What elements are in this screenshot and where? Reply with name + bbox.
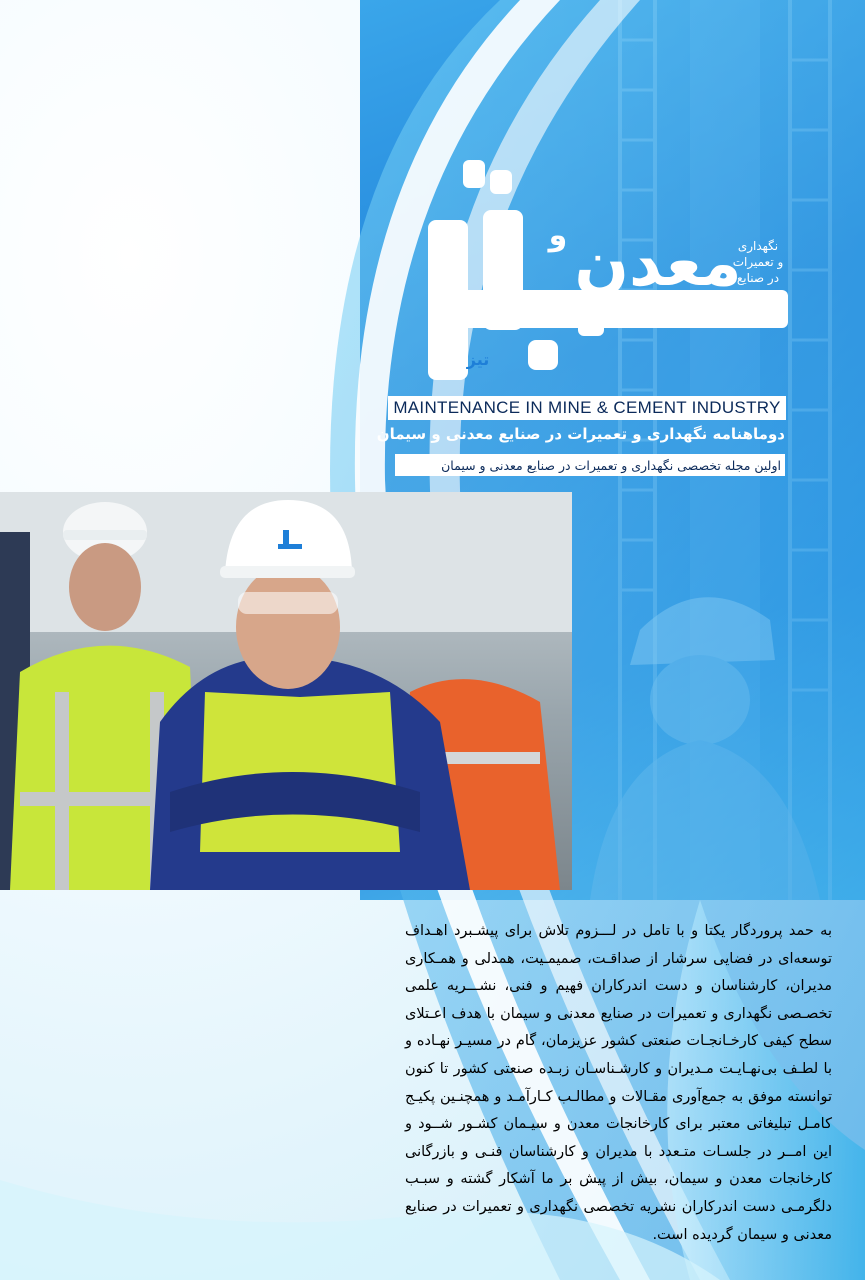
intro-paragraph: به حمد پروردگار یکتا و با تامل در لـــزوم تلاش برای پیشـبرد اهـداف توسعه‌ای در فضایی سرشار از صداقـت، صمیمـیت، همدلی و همـکاری مدیران، کارشناسان و دست اندرکاران فهیم و فنی، نشـــریه علمی تخصـصی نگهداری و تعمیرات در صنایع معدنی و سیمان با هدف اعـتلای سطح کیفی کارخـانجـات صنعتی کشور عزیزمان، گام در مسیـر نهـاده و با لطـف بی‌نهـایـت مـدیران و کارشـناسـان زبـده صنعتی کشور تا کنون توانسته موفق به جمع‌آوری مقـالات و مطالـب کـارآمـد و همچنـین پکیـج کامـل تبلیغاتی معتبر برای کارخانجات معدن و سیـمان کشـور شــود و این امــر در جلسـات متـعدد با مدیران و کارشناسان فنـی و بازرگانی کارخانجات معدن و سیمان، بیش از پیش بر ما آشکار گشته و سبـب دلگرمـی دست اندرکاران نشریه تخصصی نگهداری و تعمیرات در صنایع معدنی و سیمان گردیده است. <box>405 923 832 1243</box>
logo-side-line-2: و تعمیرات <box>732 255 784 269</box>
logo-connector-text: و <box>548 218 568 253</box>
english-title-banner: MAINTENANCE IN MINE & CEMENT INDUSTRY <box>388 396 786 420</box>
main-worker-vest <box>200 692 400 852</box>
persian-tagline-banner: اولین مجله تخصصی نگهداری و تعمیرات در صنایع معدنی و سیمان <box>395 454 785 476</box>
logo-mark <box>408 150 793 390</box>
logo-prefix-text: تیز <box>466 350 490 369</box>
main-worker-face <box>236 565 340 689</box>
safety-glasses <box>238 592 338 614</box>
logo-side-line-1: نگهداری <box>737 239 779 253</box>
logo-main-text: معدن <box>574 227 742 301</box>
persian-subtitle: دوماهنامه نگهداری و تعمیرات در صنایع معدنی و سیمان <box>376 425 785 443</box>
workers-illustration <box>0 492 572 890</box>
logo-side-line-3: در صنایع <box>736 271 780 285</box>
magazine-logo <box>408 150 793 390</box>
workers-photo <box>0 492 572 890</box>
